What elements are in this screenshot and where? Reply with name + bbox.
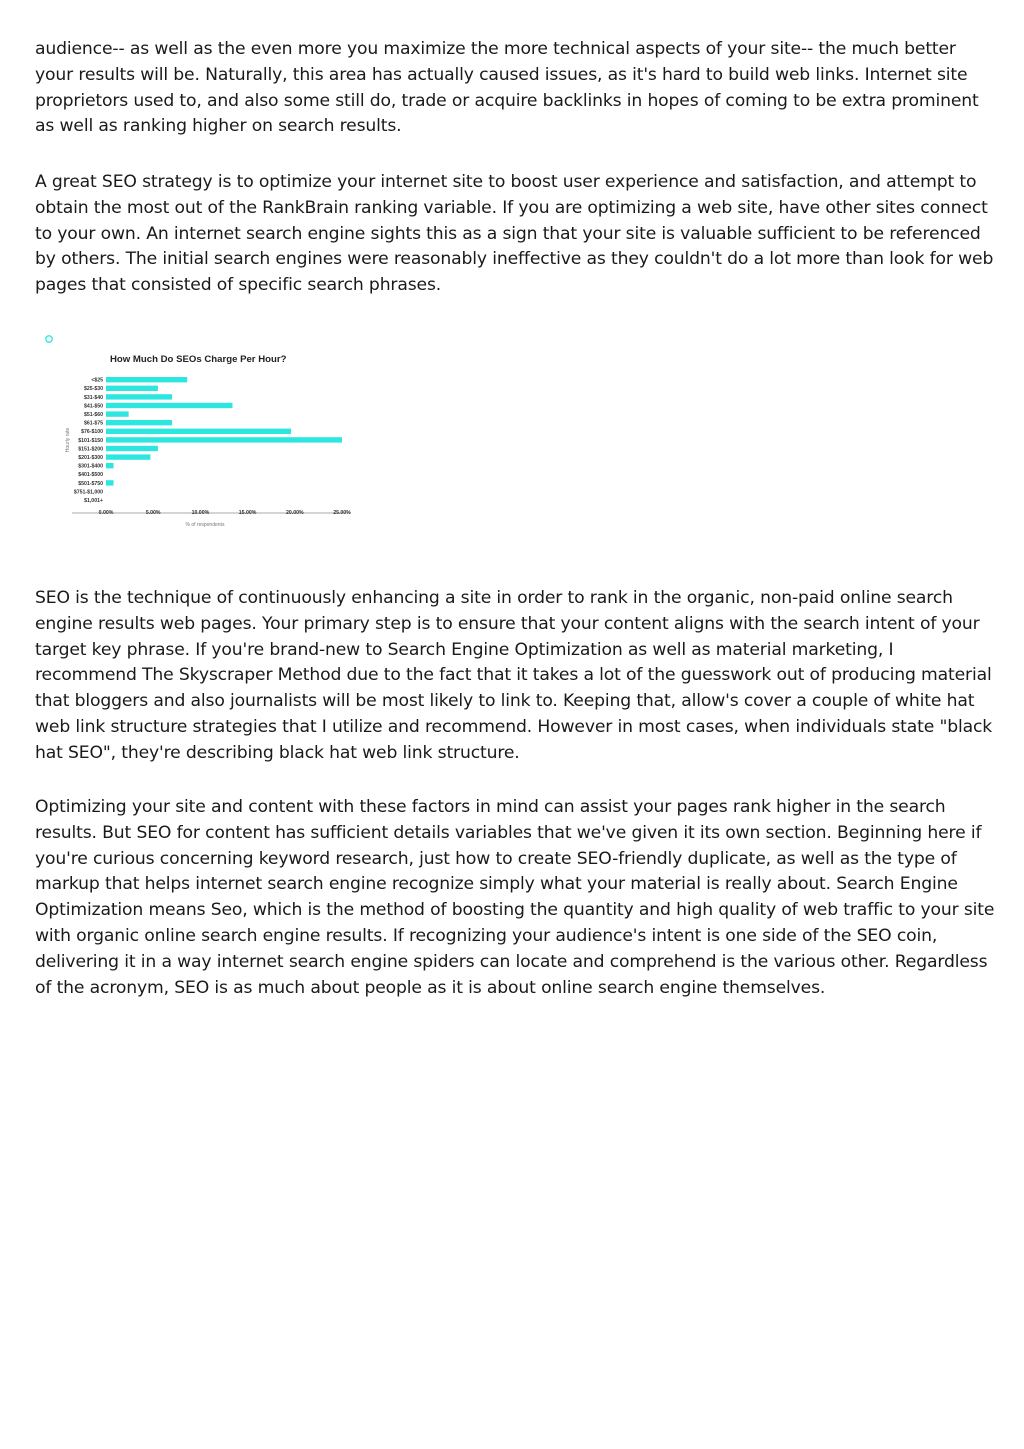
paragraph-2: A great SEO strategy is to optimize your internet site to boost user experience and satisfaction, and attempt to obtain the most out of the RankBrain ranking variable. If you are optimizing a web site, have other sites connect to your own. An internet search engine sights this as a sign that your site is valuable sufficient to be referenced by others. The initial search engines were reasonably ineffective as they couldn't do a lot more than look for web pages that consisted of specific search phrases. [35, 172, 994, 296]
x-tick-label: 20.00% [285, 510, 304, 516]
bar [106, 437, 342, 442]
seo-rates-chart [38, 330, 368, 540]
bar [106, 403, 232, 408]
bar [106, 480, 114, 485]
bar [106, 394, 172, 399]
bar [106, 420, 172, 425]
y-axis-label: Hourly rate [65, 427, 71, 453]
x-tick-label: 5.00% [145, 510, 161, 516]
category-label: $25-$30 [83, 386, 103, 393]
category-label: $76-$100 [81, 429, 103, 436]
bar [106, 411, 129, 416]
bar [106, 429, 291, 434]
category-label: $201-$300 [78, 455, 103, 461]
category-label: $101-$150 [78, 437, 103, 444]
chart-bars [74, 377, 342, 504]
bar [106, 446, 158, 451]
paragraph-4: Optimizing your site and content with these factors in mind can assist your pages rank higher in the search results. But SEO for content has sufficient details variables that we've given it its own section. Beginning here if you're curious concerning keyword research, just how to create SEO-friendly duplicate, as well as the type of markup that helps internet search engine recognize simply what your material is really about. Search Engine Optimization means Seo, which is the method of boosting the quantity and high quality of web traffic to your site with organic online search engine results. If recognizing your audience's intent is one side of the SEO coin, delivering it in a way internet search engine spiders can locate and comprehend is the various other. Regardless of the acronym, SEO is as much about people as it is about online search engine themselves. [35, 797, 995, 998]
category-label: $151-$200 [78, 446, 103, 453]
category-label: $1,001+ [84, 498, 103, 504]
x-tick-label: 25.00% [333, 510, 351, 516]
bar [106, 454, 150, 459]
category-label: $501-$750 [78, 480, 103, 487]
x-tick-label: 10.00% [191, 510, 210, 516]
x-tick-label: 0.00% [98, 510, 114, 516]
category-label: $61-$75 [83, 420, 103, 427]
chart-title: How Much Do SEOs Charge Per Hour? [110, 354, 287, 365]
category-label: $751-$1,000 [73, 489, 103, 496]
category-label: $51-$60 [83, 412, 103, 418]
bar [106, 377, 187, 382]
bar [106, 463, 114, 468]
category-label: <$25 [91, 377, 103, 384]
paragraph-3: SEO is the technique of continuously enhancing a site in order to rank in the organic, non-paid online search engine results web pages. Your primary step is to ensure that your content aligns with the search intent of your target key phrase. If you're brand-new to Search Engine Optimization as well as material marketing, I recommend The Skyscraper Method due to the fact that it takes a lot of the guesswork out of producing material that bloggers and also journalists will be most likely to link to. Keeping that, allow's cover a couple of white hat web link structure strategies that I utilize and recommend. However in most cases, when individuals state "black hat SEO", they're describing black hat web link structure. [35, 588, 993, 763]
x-axis-label: % of respondents [185, 522, 225, 528]
x-tick-label: 15.00% [238, 510, 257, 516]
paragraph-1: audience-- as well as the even more you maximize the more technical aspects of your site-- the much better your results will be. Naturally, this area has actually caused issues, as it's hard to build web links. Internet site proprietors used to, and also some still do, trade or acquire backlinks in hopes of coming to be extra prominent as well as ranking higher on search results. [35, 39, 979, 137]
category-label: $401-$500 [78, 472, 103, 479]
category-label: $31-$40 [83, 394, 103, 401]
category-label: $41-$50 [83, 403, 103, 410]
category-label: $301-$400 [78, 463, 103, 470]
chart-marker-dot [46, 336, 52, 342]
bar [106, 386, 158, 391]
